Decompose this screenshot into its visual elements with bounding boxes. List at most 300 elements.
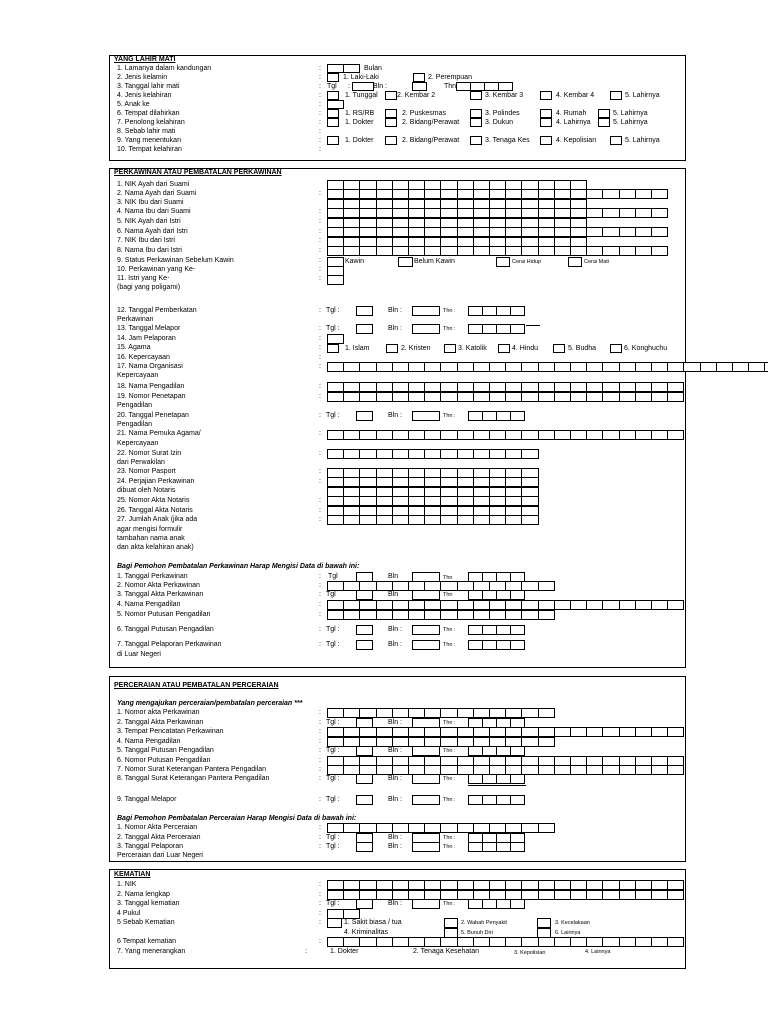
char-cell[interactable] — [473, 449, 490, 459]
char-cell[interactable] — [538, 823, 555, 833]
char-cell[interactable] — [554, 227, 571, 237]
checkbox[interactable] — [553, 344, 565, 353]
char-cell[interactable] — [505, 382, 522, 392]
checkbox[interactable] — [444, 918, 458, 928]
char-cell[interactable] — [489, 227, 506, 237]
char-cell[interactable] — [570, 937, 587, 947]
char-cell[interactable] — [538, 189, 555, 199]
char-cell[interactable] — [473, 937, 490, 947]
char-cell[interactable] — [619, 189, 636, 199]
year-cell[interactable] — [482, 590, 497, 600]
char-cell[interactable] — [440, 765, 457, 775]
char-cell[interactable] — [602, 208, 619, 218]
year-cell[interactable] — [510, 795, 525, 805]
char-cell[interactable] — [505, 880, 522, 890]
char-cell[interactable] — [343, 392, 360, 402]
char-cell[interactable] — [376, 737, 393, 747]
char-cell[interactable] — [748, 362, 765, 372]
char-cell[interactable] — [505, 430, 522, 440]
char-cell[interactable] — [376, 581, 393, 591]
char-cell[interactable] — [667, 382, 684, 392]
year-cell[interactable] — [510, 625, 525, 635]
char-cell[interactable] — [473, 392, 490, 402]
char-cell[interactable] — [457, 727, 474, 737]
char-cell[interactable] — [343, 477, 360, 487]
char-cell[interactable] — [473, 382, 490, 392]
checkbox[interactable] — [327, 73, 339, 82]
checkbox[interactable] — [470, 109, 482, 118]
char-cell[interactable] — [586, 382, 603, 392]
char-cell[interactable] — [667, 880, 684, 890]
input-box[interactable] — [343, 64, 360, 73]
char-cell[interactable] — [586, 600, 603, 610]
char-cell[interactable] — [392, 449, 409, 459]
char-cell[interactable] — [359, 708, 376, 718]
char-cell[interactable] — [392, 382, 409, 392]
char-cell[interactable] — [359, 477, 376, 487]
char-cell[interactable] — [440, 610, 457, 620]
char-cell[interactable] — [408, 937, 425, 947]
char-cell[interactable] — [586, 392, 603, 402]
char-cell[interactable] — [667, 600, 684, 610]
year-cell[interactable] — [510, 411, 525, 421]
char-cell[interactable] — [586, 890, 603, 900]
year-cell[interactable] — [496, 774, 511, 784]
char-cell[interactable] — [538, 392, 555, 402]
char-cell[interactable] — [359, 208, 376, 218]
checkbox[interactable] — [537, 918, 551, 928]
char-cell[interactable] — [424, 246, 441, 256]
year-cell[interactable] — [468, 625, 483, 635]
checkbox[interactable] — [444, 344, 456, 353]
char-cell[interactable] — [424, 708, 441, 718]
char-cell[interactable] — [327, 430, 344, 440]
char-cell[interactable] — [586, 227, 603, 237]
char-cell[interactable] — [473, 362, 490, 372]
char-cell[interactable] — [327, 496, 344, 506]
char-cell[interactable] — [473, 246, 490, 256]
year-cell[interactable] — [468, 640, 483, 650]
char-cell[interactable] — [538, 208, 555, 218]
checkbox[interactable] — [540, 136, 552, 145]
char-cell[interactable] — [440, 515, 457, 525]
checkbox[interactable] — [327, 136, 339, 145]
char-cell[interactable] — [570, 890, 587, 900]
char-cell[interactable] — [359, 246, 376, 256]
char-cell[interactable] — [327, 765, 344, 775]
char-cell[interactable] — [521, 600, 538, 610]
month-box[interactable] — [412, 774, 440, 784]
year-cell[interactable] — [510, 774, 525, 784]
char-cell[interactable] — [651, 880, 668, 890]
char-cell[interactable] — [392, 708, 409, 718]
char-cell[interactable] — [619, 246, 636, 256]
month-box[interactable] — [412, 795, 440, 805]
year-cell[interactable] — [498, 82, 513, 91]
char-cell[interactable] — [440, 737, 457, 747]
char-cell[interactable] — [424, 880, 441, 890]
char-cell[interactable] — [651, 208, 668, 218]
checkbox[interactable] — [470, 91, 482, 100]
char-cell[interactable] — [619, 208, 636, 218]
char-cell[interactable] — [667, 362, 684, 372]
checkbox[interactable] — [386, 344, 398, 353]
char-cell[interactable] — [376, 227, 393, 237]
char-cell[interactable] — [538, 727, 555, 737]
char-cell[interactable] — [392, 880, 409, 890]
char-cell[interactable] — [473, 823, 490, 833]
char-cell[interactable] — [424, 208, 441, 218]
char-cell[interactable] — [505, 496, 522, 506]
char-cell[interactable] — [505, 937, 522, 947]
char-cell[interactable] — [457, 227, 474, 237]
day-box[interactable] — [356, 411, 373, 421]
char-cell[interactable] — [619, 880, 636, 890]
checkbox[interactable] — [327, 344, 339, 353]
char-cell[interactable] — [440, 937, 457, 947]
year-cell[interactable] — [510, 640, 525, 650]
char-cell[interactable] — [392, 227, 409, 237]
char-cell[interactable] — [376, 765, 393, 775]
char-cell[interactable] — [457, 362, 474, 372]
char-cell[interactable] — [667, 430, 684, 440]
char-cell[interactable] — [424, 610, 441, 620]
char-cell[interactable] — [343, 496, 360, 506]
char-cell[interactable] — [651, 890, 668, 900]
char-cell[interactable] — [651, 937, 668, 947]
char-cell[interactable] — [521, 392, 538, 402]
char-cell[interactable] — [505, 610, 522, 620]
char-cell[interactable] — [392, 477, 409, 487]
char-cell[interactable] — [440, 880, 457, 890]
input-box[interactable] — [327, 64, 344, 73]
char-cell[interactable] — [554, 765, 571, 775]
char-cell[interactable] — [489, 708, 506, 718]
char-cell[interactable] — [327, 610, 344, 620]
checkbox[interactable] — [610, 91, 622, 100]
char-cell[interactable] — [359, 600, 376, 610]
char-cell[interactable] — [635, 600, 652, 610]
year-cell[interactable] — [482, 411, 497, 421]
year-cell[interactable] — [456, 82, 471, 91]
char-cell[interactable] — [586, 765, 603, 775]
checkbox[interactable] — [385, 118, 397, 127]
day-box[interactable] — [356, 590, 373, 600]
year-cell[interactable] — [482, 774, 497, 784]
char-cell[interactable] — [376, 382, 393, 392]
char-cell[interactable] — [424, 727, 441, 737]
char-cell[interactable] — [521, 515, 538, 525]
char-cell[interactable] — [602, 189, 619, 199]
year-cell[interactable] — [496, 411, 511, 421]
char-cell[interactable] — [505, 392, 522, 402]
char-cell[interactable] — [343, 610, 360, 620]
char-cell[interactable] — [440, 246, 457, 256]
char-cell[interactable] — [521, 208, 538, 218]
char-cell[interactable] — [619, 765, 636, 775]
year-cell[interactable] — [482, 625, 497, 635]
char-cell[interactable] — [327, 737, 344, 747]
char-cell[interactable] — [586, 362, 603, 372]
char-cell[interactable] — [554, 392, 571, 402]
char-cell[interactable] — [457, 823, 474, 833]
char-cell[interactable] — [408, 496, 425, 506]
char-cell[interactable] — [489, 392, 506, 402]
char-cell[interactable] — [440, 189, 457, 199]
char-cell[interactable] — [538, 246, 555, 256]
char-cell[interactable] — [489, 515, 506, 525]
char-cell[interactable] — [586, 937, 603, 947]
char-cell[interactable] — [424, 382, 441, 392]
checkbox[interactable] — [610, 136, 622, 145]
char-cell[interactable] — [376, 496, 393, 506]
char-cell[interactable] — [554, 937, 571, 947]
char-cell[interactable] — [473, 477, 490, 487]
day-box[interactable] — [356, 640, 373, 650]
char-cell[interactable] — [554, 362, 571, 372]
char-cell[interactable] — [521, 937, 538, 947]
char-cell[interactable] — [570, 765, 587, 775]
char-cell[interactable] — [359, 727, 376, 737]
char-cell[interactable] — [440, 496, 457, 506]
char-cell[interactable] — [651, 430, 668, 440]
char-cell[interactable] — [440, 362, 457, 372]
char-cell[interactable] — [408, 362, 425, 372]
char-cell[interactable] — [376, 823, 393, 833]
char-cell[interactable] — [440, 890, 457, 900]
char-cell[interactable] — [554, 880, 571, 890]
char-cell[interactable] — [554, 382, 571, 392]
char-cell[interactable] — [505, 208, 522, 218]
year-cell[interactable] — [510, 324, 525, 334]
char-cell[interactable] — [538, 382, 555, 392]
char-cell[interactable] — [327, 246, 344, 256]
char-cell[interactable] — [327, 823, 344, 833]
char-cell[interactable] — [538, 227, 555, 237]
char-cell[interactable] — [570, 246, 587, 256]
char-cell[interactable] — [554, 430, 571, 440]
char-cell[interactable] — [424, 515, 441, 525]
char-cell[interactable] — [602, 382, 619, 392]
char-cell[interactable] — [538, 890, 555, 900]
year-cell[interactable] — [496, 640, 511, 650]
char-cell[interactable] — [700, 362, 717, 372]
char-cell[interactable] — [473, 610, 490, 620]
char-cell[interactable] — [343, 382, 360, 392]
char-cell[interactable] — [635, 890, 652, 900]
char-cell[interactable] — [327, 727, 344, 737]
char-cell[interactable] — [521, 246, 538, 256]
char-cell[interactable] — [538, 737, 555, 747]
char-cell[interactable] — [521, 880, 538, 890]
char-cell[interactable] — [586, 246, 603, 256]
char-cell[interactable] — [376, 600, 393, 610]
year-cell[interactable] — [496, 590, 511, 600]
char-cell[interactable] — [521, 430, 538, 440]
char-cell[interactable] — [570, 727, 587, 737]
year-cell[interactable] — [484, 82, 499, 91]
char-cell[interactable] — [457, 880, 474, 890]
char-cell[interactable] — [554, 600, 571, 610]
char-cell[interactable] — [473, 515, 490, 525]
char-cell[interactable] — [392, 581, 409, 591]
char-cell[interactable] — [473, 430, 490, 440]
char-cell[interactable] — [424, 227, 441, 237]
month-box[interactable] — [412, 82, 427, 91]
year-cell[interactable] — [496, 324, 511, 334]
char-cell[interactable] — [667, 392, 684, 402]
char-cell[interactable] — [505, 823, 522, 833]
char-cell[interactable] — [570, 362, 587, 372]
char-cell[interactable] — [457, 610, 474, 620]
char-cell[interactable] — [505, 227, 522, 237]
char-cell[interactable] — [457, 430, 474, 440]
char-cell[interactable] — [392, 610, 409, 620]
checkbox[interactable] — [327, 118, 339, 127]
char-cell[interactable] — [586, 727, 603, 737]
year-cell[interactable] — [510, 746, 525, 756]
char-cell[interactable] — [424, 477, 441, 487]
char-cell[interactable] — [602, 227, 619, 237]
char-cell[interactable] — [457, 600, 474, 610]
month-box[interactable] — [412, 746, 440, 756]
char-cell[interactable] — [635, 937, 652, 947]
char-cell[interactable] — [619, 727, 636, 737]
char-cell[interactable] — [570, 227, 587, 237]
char-cell[interactable] — [651, 189, 668, 199]
char-cell[interactable] — [505, 449, 522, 459]
char-cell[interactable] — [327, 581, 344, 591]
char-cell[interactable] — [343, 823, 360, 833]
char-cell[interactable] — [392, 765, 409, 775]
char-cell[interactable] — [521, 727, 538, 737]
char-cell[interactable] — [408, 515, 425, 525]
char-cell[interactable] — [440, 600, 457, 610]
char-cell[interactable] — [376, 727, 393, 737]
day-box[interactable] — [356, 795, 373, 805]
checkbox[interactable] — [540, 109, 552, 118]
char-cell[interactable] — [716, 362, 733, 372]
char-cell[interactable] — [327, 880, 344, 890]
char-cell[interactable] — [538, 610, 555, 620]
char-cell[interactable] — [343, 246, 360, 256]
checkbox[interactable] — [498, 344, 510, 353]
char-cell[interactable] — [602, 765, 619, 775]
char-cell[interactable] — [457, 208, 474, 218]
char-cell[interactable] — [635, 392, 652, 402]
char-cell[interactable] — [424, 496, 441, 506]
char-cell[interactable] — [570, 430, 587, 440]
char-cell[interactable] — [327, 600, 344, 610]
char-cell[interactable] — [359, 382, 376, 392]
char-cell[interactable] — [327, 937, 344, 947]
char-cell[interactable] — [667, 765, 684, 775]
char-cell[interactable] — [457, 392, 474, 402]
checkbox[interactable] — [327, 109, 339, 118]
char-cell[interactable] — [408, 189, 425, 199]
year-cell[interactable] — [468, 899, 483, 909]
char-cell[interactable] — [635, 880, 652, 890]
year-cell[interactable] — [468, 590, 483, 600]
char-cell[interactable] — [732, 362, 749, 372]
char-cell[interactable] — [473, 189, 490, 199]
char-cell[interactable] — [538, 765, 555, 775]
char-cell[interactable] — [376, 477, 393, 487]
char-cell[interactable] — [457, 477, 474, 487]
checkbox[interactable] — [327, 91, 339, 100]
year-cell[interactable] — [510, 842, 525, 852]
char-cell[interactable] — [489, 246, 506, 256]
char-cell[interactable] — [359, 430, 376, 440]
char-cell[interactable] — [343, 362, 360, 372]
checkbox[interactable] — [470, 118, 482, 127]
char-cell[interactable] — [570, 600, 587, 610]
char-cell[interactable] — [651, 227, 668, 237]
char-cell[interactable] — [521, 823, 538, 833]
char-cell[interactable] — [359, 610, 376, 620]
char-cell[interactable] — [619, 937, 636, 947]
char-cell[interactable] — [602, 727, 619, 737]
checkbox[interactable] — [327, 918, 342, 928]
year-cell[interactable] — [510, 306, 525, 316]
year-cell[interactable] — [482, 640, 497, 650]
month-box[interactable] — [412, 640, 440, 650]
char-cell[interactable] — [440, 708, 457, 718]
year-cell[interactable] — [482, 324, 497, 334]
day-box[interactable] — [356, 842, 373, 852]
char-cell[interactable] — [651, 246, 668, 256]
char-cell[interactable] — [489, 880, 506, 890]
char-cell[interactable] — [440, 823, 457, 833]
checkbox[interactable] — [540, 91, 552, 100]
char-cell[interactable] — [392, 430, 409, 440]
day-box[interactable] — [356, 625, 373, 635]
month-box[interactable] — [412, 899, 440, 909]
char-cell[interactable] — [602, 430, 619, 440]
year-cell[interactable] — [468, 324, 483, 334]
char-cell[interactable] — [489, 208, 506, 218]
char-cell[interactable] — [408, 880, 425, 890]
char-cell[interactable] — [327, 392, 344, 402]
char-cell[interactable] — [392, 362, 409, 372]
char-cell[interactable] — [392, 823, 409, 833]
char-cell[interactable] — [602, 937, 619, 947]
char-cell[interactable] — [489, 362, 506, 372]
year-cell[interactable] — [482, 899, 497, 909]
char-cell[interactable] — [327, 515, 344, 525]
char-cell[interactable] — [602, 890, 619, 900]
char-cell[interactable] — [392, 189, 409, 199]
char-cell[interactable] — [327, 890, 344, 900]
char-cell[interactable] — [651, 382, 668, 392]
char-cell[interactable] — [635, 208, 652, 218]
year-cell[interactable] — [482, 795, 497, 805]
char-cell[interactable] — [408, 246, 425, 256]
char-cell[interactable] — [424, 392, 441, 402]
char-cell[interactable] — [392, 208, 409, 218]
time-box[interactable] — [327, 334, 344, 344]
char-cell[interactable] — [376, 430, 393, 440]
char-cell[interactable] — [343, 430, 360, 440]
char-cell[interactable] — [343, 937, 360, 947]
char-cell[interactable] — [586, 208, 603, 218]
char-cell[interactable] — [327, 189, 344, 199]
char-cell[interactable] — [570, 880, 587, 890]
char-cell[interactable] — [554, 246, 571, 256]
char-cell[interactable] — [392, 737, 409, 747]
year-cell[interactable] — [468, 306, 483, 316]
char-cell[interactable] — [489, 449, 506, 459]
